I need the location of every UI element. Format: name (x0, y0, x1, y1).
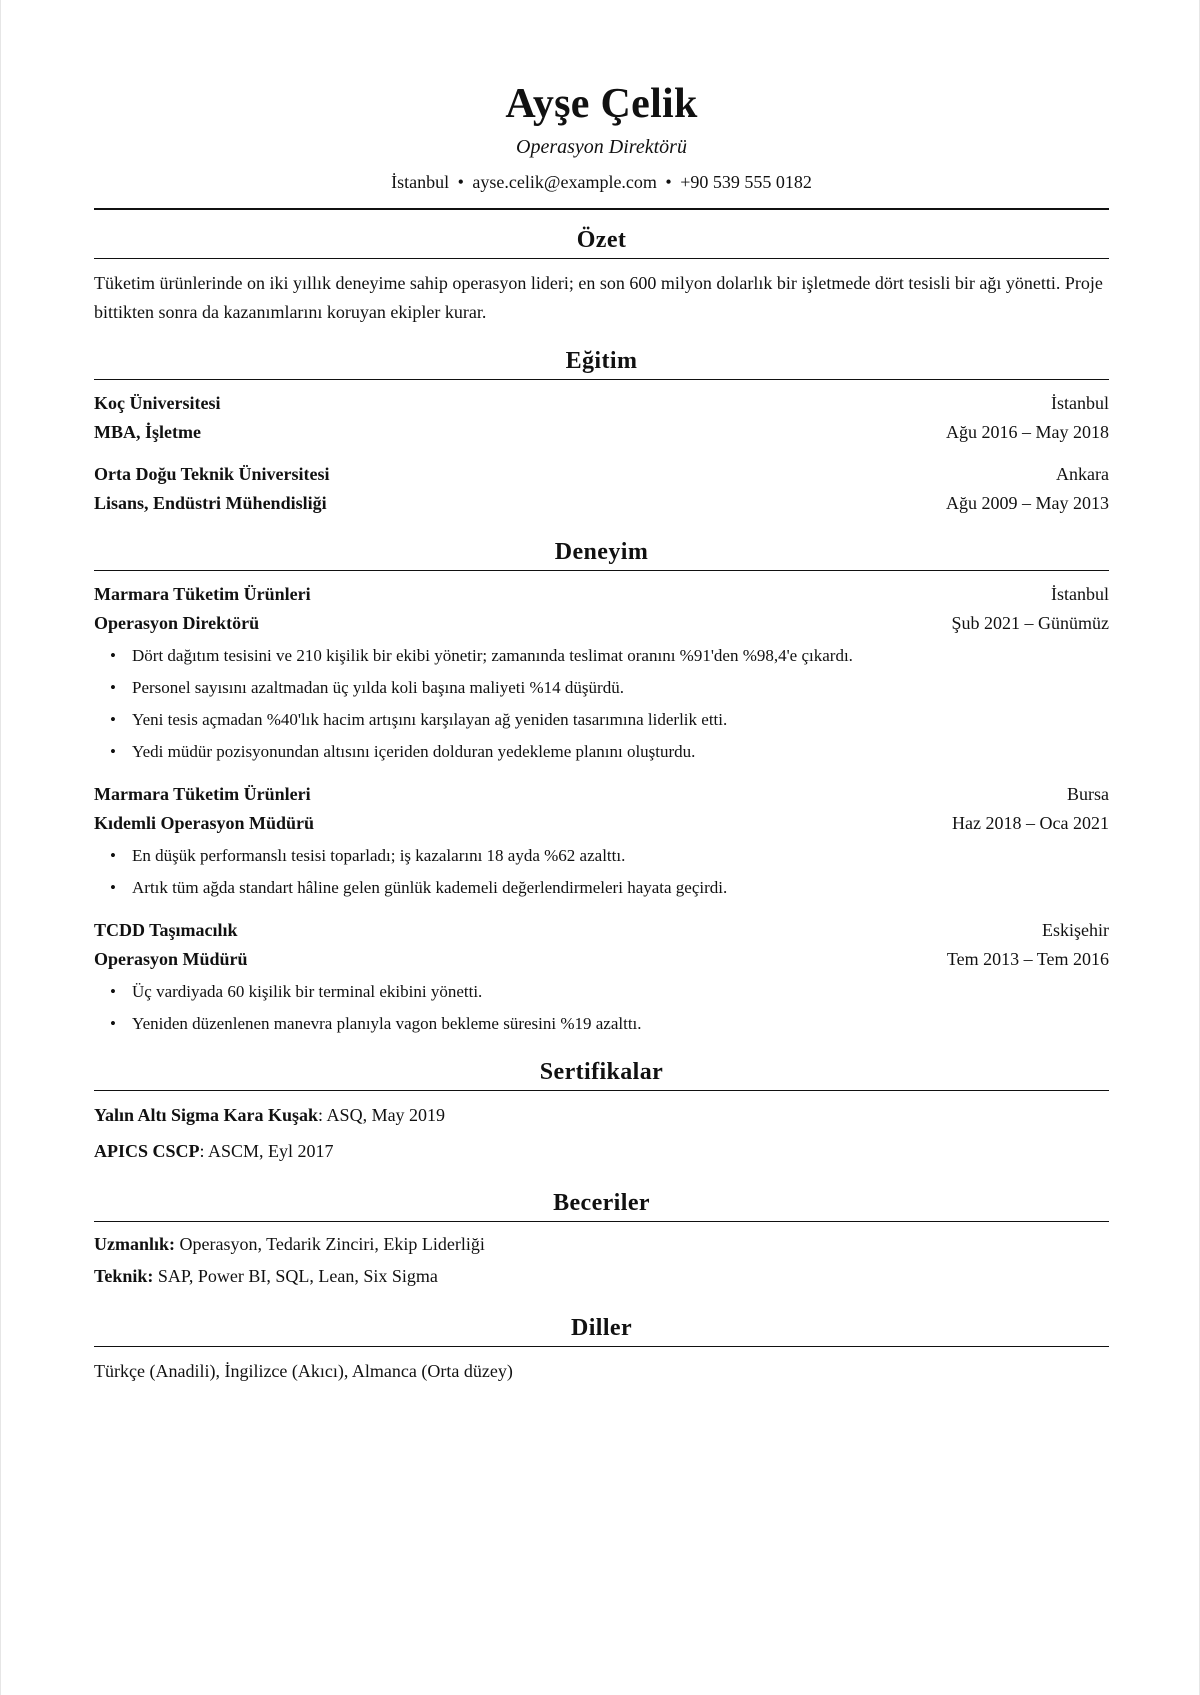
experience-bullet: • Personel sayısını azaltmadan üç yılda koli başına maliyeti %14 düşürdü. (132, 672, 1109, 704)
experience-bullets (94, 840, 1109, 904)
section-heading-skills: Beceriler (94, 1167, 1109, 1222)
education-section (94, 327, 1109, 518)
contact-city: İstanbul (391, 172, 450, 192)
experience-section (94, 518, 1109, 1040)
skill-item (94, 1228, 1109, 1260)
contact-separator: • (457, 172, 464, 192)
contact-phone[interactable]: +90 539 555 0182 (680, 172, 812, 192)
experience-bullet: • Yedi müdür pozisyonundan altısını içeriden dolduran yedekleme planını oluşturdu. (132, 736, 1109, 768)
education-entry (94, 460, 1109, 518)
certification-name: Yalın Altı Sigma Kara Kuşak (94, 1105, 319, 1125)
experience-company: Marmara Tüketim Ürünleri (94, 784, 311, 804)
experience-bullet: • Yeniden düzenlenen manevra planıyla vagon bekleme süresini %19 azalttı. (132, 1008, 1109, 1040)
summary-section (94, 208, 1109, 327)
candidate-name: Ayşe Çelik (505, 81, 698, 127)
experience-bullet: • Artık tüm ağda standart hâline gelen günlük kademeli değerlendirmeleri hayata geçirdi. (132, 872, 1109, 904)
experience-role: Kıdemli Operasyon Müdürü (94, 813, 315, 833)
education-school: Orta Doğu Teknik Üniversitesi (94, 464, 330, 484)
certification-item (94, 1135, 1109, 1167)
experience-location: İstanbul (1051, 584, 1109, 604)
skill-item (94, 1260, 1109, 1292)
education-dates: Ağu 2016 – May 2018 (946, 422, 1109, 442)
skills-section (94, 1167, 1109, 1292)
languages-text: Türkçe (Anadili), İngilizce (Akıcı), Almanca (Orta düzey) (94, 1361, 513, 1381)
section-heading-certifications: Sertifikalar (94, 1040, 1109, 1091)
experience-dates: Şub 2021 – Günümüz (951, 613, 1109, 633)
contact-line (94, 170, 1109, 194)
section-heading-summary: Özet (94, 210, 1109, 259)
education-dates: Ağu 2009 – May 2013 (946, 493, 1109, 513)
experience-entry (94, 580, 1109, 768)
experience-bullet: • Yeni tesis açmadan %40'lık hacim artışını karşılayan ağ yeniden tasarımına liderlik etti. (132, 704, 1109, 736)
certification-list (94, 1099, 1109, 1167)
certification-detail: : ASQ, May 2019 (318, 1105, 446, 1125)
certifications-section (94, 1040, 1109, 1167)
experience-location: Bursa (1067, 784, 1109, 804)
experience-location: Eskişehir (1042, 920, 1109, 940)
experience-role: Operasyon Müdürü (94, 949, 248, 969)
education-entry (94, 389, 1109, 447)
experience-company: Marmara Tüketim Ürünleri (94, 584, 311, 604)
education-location: Ankara (1056, 464, 1109, 484)
resume-header (94, 0, 1109, 194)
certification-name: APICS CSCP (94, 1141, 200, 1161)
experience-bullet: • Dört dağıtım tesisini ve 210 kişilik bir ekibi yönetir; zamanında teslimat oranını %91'den %98,4'e çıkardı. (132, 640, 1109, 672)
education-school: Koç Üniversitesi (94, 393, 221, 413)
section-heading-education: Eğitim (94, 327, 1109, 380)
experience-company: TCDD Taşımacılık (94, 920, 238, 940)
contact-separator: • (665, 172, 672, 192)
experience-bullets (94, 640, 1109, 768)
skills-list (94, 1228, 1109, 1292)
section-heading-experience: Deneyim (94, 518, 1109, 571)
experience-role: Operasyon Direktörü (94, 613, 260, 633)
candidate-title: Operasyon Direktörü (516, 136, 687, 158)
education-degree: Lisans, Endüstri Mühendisliği (94, 493, 327, 513)
experience-entry (94, 916, 1109, 1040)
experience-dates: Haz 2018 – Oca 2021 (952, 813, 1109, 833)
experience-entry (94, 780, 1109, 904)
resume-content (94, 0, 1109, 1387)
experience-dates: Tem 2013 – Tem 2016 (946, 949, 1109, 969)
education-degree: MBA, İşletme (94, 422, 201, 442)
certification-item (94, 1099, 1109, 1131)
certification-detail: : ASCM, Eyl 2017 (199, 1141, 334, 1161)
skill-label: Teknik: (94, 1266, 154, 1286)
languages-section (94, 1292, 1109, 1387)
education-location: İstanbul (1051, 393, 1109, 413)
section-heading-languages: Diller (94, 1292, 1109, 1347)
experience-bullet: • Üç vardiyada 60 kişilik bir terminal ekibini yönetti. (132, 976, 1109, 1008)
experience-bullets (94, 976, 1109, 1040)
skill-value: Operasyon, Tedarik Zinciri, Ekip Liderliği (175, 1234, 485, 1254)
skill-value: SAP, Power BI, SQL, Lean, Six Sigma (153, 1266, 438, 1286)
experience-bullet: • En düşük performanslı tesisi toparladı; iş kazalarını 18 ayda %62 azalttı. (132, 840, 1109, 872)
summary-text: Tüketim ürünlerinde on iki yıllık deneyime sahip operasyon lideri; en son 600 milyon dolarlık bir işletmede dört tesisli bir ağı yönetti. Proje bittikten sonra da kazanımlarını koruyan ekipler kurar. (94, 273, 1103, 322)
contact-email[interactable]: ayse.celik@example.com (472, 172, 657, 192)
skill-label: Uzmanlık: (94, 1234, 175, 1254)
